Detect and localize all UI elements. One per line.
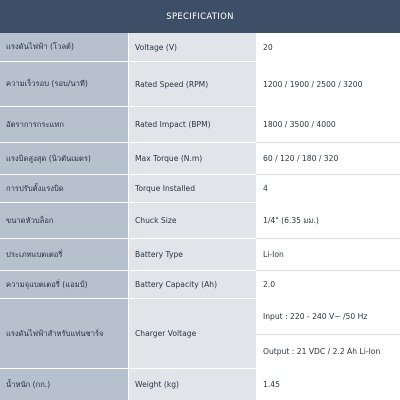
spec-value: 1/4" (6.35 มม.) — [263, 215, 319, 225]
spec-label-english: Rated Impact (BPM) — [135, 120, 211, 129]
spec-label-thai: ความเร็วรอบ (รอบ/นาที) — [6, 79, 88, 88]
spec-value: 1.45 — [263, 380, 280, 389]
column-divider — [256, 33, 257, 400]
spec-value-output: Output : 21 VDC / 2.2 Ah Li-Ion — [263, 347, 381, 356]
spec-label-thai: อัตราการกระแทก — [6, 119, 65, 129]
spec-value: Li-Ion — [263, 250, 284, 259]
spec-label-thai: ประเภทแบตเตอรี่ — [6, 249, 63, 259]
spec-label-english: Charger Voltage — [135, 329, 197, 338]
spec-value: 60 / 120 / 180 / 320 — [263, 154, 339, 163]
spec-value: 2.0 — [263, 280, 276, 289]
spec-label-thai: แรงดันไฟฟ้า (โวลต์) — [6, 42, 74, 51]
spec-label-thai: แรงบิดสูงสุด (นิวตันเมตร) — [6, 153, 91, 163]
spec-label-english: Battery Capacity (Ah) — [135, 280, 218, 289]
spec-label-english: Battery Type — [135, 250, 183, 259]
spec-value-input: Input : 220 - 240 V~ /50 Hz — [263, 312, 368, 321]
spec-label-thai: แรงดันไฟฟ้าสำหรับแท่นชาร์จ — [6, 328, 104, 338]
spec-title: SPECIFICATION — [166, 11, 234, 22]
spec-value: 1200 / 1900 / 2500 / 3200 — [263, 79, 363, 89]
spec-label-thai: การปรับตั้งแรงบิด — [6, 183, 64, 193]
spec-label-thai: น้ำหนัก (กก.) — [6, 379, 51, 389]
spec-label-english: Rated Speed (RPM) — [135, 79, 209, 89]
column-divider — [128, 33, 129, 400]
spec-label-english: Chuck Size — [135, 216, 177, 225]
spec-value: 20 — [263, 42, 273, 52]
spec-value: 4 — [263, 184, 268, 193]
spec-label-english: Torque Installed — [135, 184, 196, 193]
spec-label-english: Weight (kg) — [135, 380, 180, 389]
spec-label-thai: ขนาดหัวบล็อก — [6, 215, 54, 225]
spec-label-english: Voltage (V) — [135, 42, 178, 52]
spec-value: 1800 / 3500 / 4000 — [263, 120, 336, 129]
spec-label-thai: ความจุแบตเตอรี่ (แอมป์) — [6, 279, 88, 289]
spec-header — [0, 0, 400, 33]
spec-label-english: Max Torque (N.m) — [135, 154, 203, 163]
